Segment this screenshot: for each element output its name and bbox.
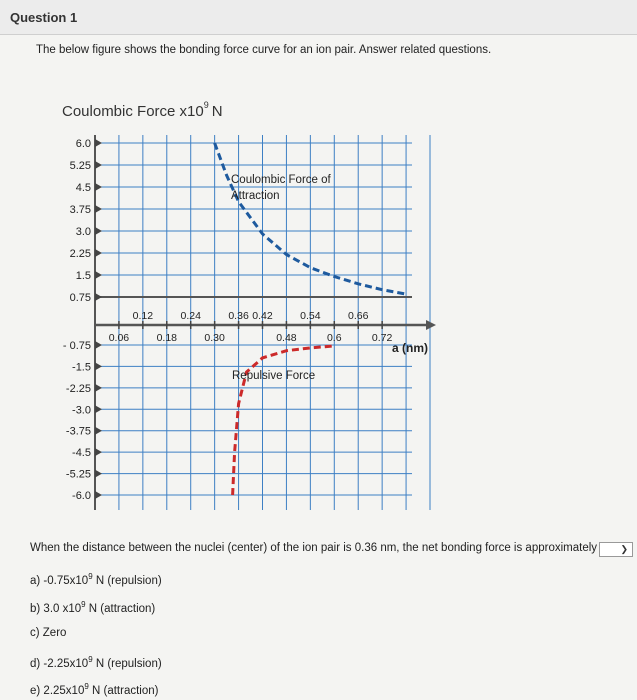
y-tick-mark bbox=[95, 491, 102, 499]
option-e-prefix: e) 2.25x10 bbox=[30, 684, 85, 697]
y-tick-mark bbox=[95, 249, 102, 257]
x-tick-label-upper: 0.24 bbox=[180, 310, 201, 322]
option-a-suffix: N (repulsion) bbox=[92, 574, 162, 587]
y-tick-label: 3.0 bbox=[75, 226, 91, 238]
x-tick-label-upper: 0.54 bbox=[300, 310, 321, 322]
option-e-exp: 9 bbox=[84, 682, 89, 691]
option-d-suffix: N (repulsion) bbox=[92, 657, 162, 670]
option-a-prefix: a) -0.75x10 bbox=[30, 574, 89, 587]
chart-labels bbox=[231, 174, 428, 382]
y-tick-mark bbox=[95, 384, 102, 392]
x-axis-arrow bbox=[426, 320, 436, 330]
curve-repulsion bbox=[233, 346, 335, 495]
figure-title-text: Coulombic Force x10 bbox=[62, 103, 204, 120]
chevron-down-icon: ❯ bbox=[620, 544, 628, 554]
x-tick-label-upper: 0.42 bbox=[252, 310, 273, 322]
question-header bbox=[0, 0, 637, 35]
x-tick-label-lower: 0.30 bbox=[204, 332, 225, 344]
option-d-exp: 9 bbox=[88, 655, 93, 664]
option-a-exp: 9 bbox=[88, 572, 93, 581]
figure-title-unit: N bbox=[211, 103, 223, 120]
annotation-repulsion: Repulsive Force bbox=[232, 370, 316, 382]
question-text: When the distance between the nuclei (center) of the ion pair is 0.36 nm, the net bonding force is approximately bbox=[30, 542, 598, 554]
option-c-prefix: c) Zero bbox=[30, 627, 67, 639]
y-tick-label: -3.75 bbox=[65, 425, 91, 438]
x-tick-label-upper: 0.36 bbox=[228, 310, 249, 322]
y-tick-mark bbox=[95, 205, 102, 213]
y-tick-mark bbox=[95, 470, 102, 478]
y-tick-label: 1.5 bbox=[75, 270, 91, 282]
option-c[interactable] bbox=[30, 627, 66, 639]
x-tick-label-lower: 0.06 bbox=[108, 332, 130, 344]
x-axis-label: a (nm) bbox=[392, 341, 428, 355]
chart-ticks bbox=[63, 138, 393, 502]
question-title: Question 1 bbox=[10, 10, 78, 25]
x-tick-label-upper: 0.66 bbox=[347, 310, 369, 322]
y-tick-label: 5.25 bbox=[69, 160, 91, 172]
x-tick-label-lower: 0.6 bbox=[326, 332, 342, 344]
y-tick-mark bbox=[95, 161, 102, 169]
y-tick-mark bbox=[95, 271, 102, 279]
y-tick-label: 3.75 bbox=[69, 204, 91, 216]
y-tick-label: -3.0 bbox=[72, 404, 91, 417]
y-tick-label: -5.25 bbox=[65, 468, 91, 481]
y-tick-mark bbox=[95, 405, 102, 413]
option-b-exp: 9 bbox=[81, 600, 86, 609]
x-tick-label-lower: 0.72 bbox=[371, 332, 393, 344]
y-tick-mark bbox=[95, 227, 102, 235]
option-d-prefix: d) -2.25x10 bbox=[30, 657, 89, 670]
option-b-prefix: b) 3.0 x10 bbox=[30, 602, 82, 615]
y-tick-label: 6.0 bbox=[75, 138, 91, 150]
y-tick-label: - 0.75 bbox=[62, 340, 91, 352]
option-b[interactable] bbox=[30, 600, 155, 615]
y-tick-mark bbox=[95, 341, 102, 349]
figure-title bbox=[62, 102, 223, 120]
y-tick-label: -2.25 bbox=[65, 382, 91, 395]
option-e[interactable] bbox=[30, 682, 158, 697]
y-tick-label: -6.0 bbox=[72, 490, 91, 502]
x-tick-label-lower: 0.48 bbox=[276, 332, 297, 344]
y-tick-label: 0.75 bbox=[69, 292, 91, 304]
y-tick-mark bbox=[95, 448, 102, 456]
y-tick-label: -4.5 bbox=[72, 447, 91, 460]
answer-dropdown[interactable] bbox=[599, 542, 633, 557]
option-a[interactable] bbox=[30, 572, 162, 587]
question-intro: The below figure shows the bonding force curve for an ion pair. Answer related questions. bbox=[36, 44, 492, 56]
y-tick-mark bbox=[95, 427, 102, 435]
y-tick-label: -1.5 bbox=[72, 361, 91, 374]
y-tick-label: 4.5 bbox=[75, 182, 91, 194]
option-b-suffix: N (attraction) bbox=[85, 602, 156, 615]
annotation-attraction: Coulombic Force of bbox=[231, 174, 331, 186]
option-d[interactable] bbox=[30, 655, 162, 670]
y-tick-mark bbox=[95, 362, 102, 370]
x-tick-label-upper: 0.12 bbox=[132, 310, 154, 322]
y-tick-mark bbox=[95, 183, 102, 191]
x-tick-label-lower: 0.18 bbox=[156, 332, 178, 344]
y-tick-mark bbox=[95, 293, 102, 301]
annotation-attraction-line2: Attraction bbox=[231, 190, 280, 202]
y-tick-mark bbox=[95, 139, 102, 147]
y-tick-label: 2.25 bbox=[69, 248, 91, 260]
figure-title-exponent: 9 bbox=[203, 100, 209, 110]
option-e-suffix: N (attraction) bbox=[88, 684, 159, 697]
bonding-force-chart bbox=[40, 125, 440, 525]
